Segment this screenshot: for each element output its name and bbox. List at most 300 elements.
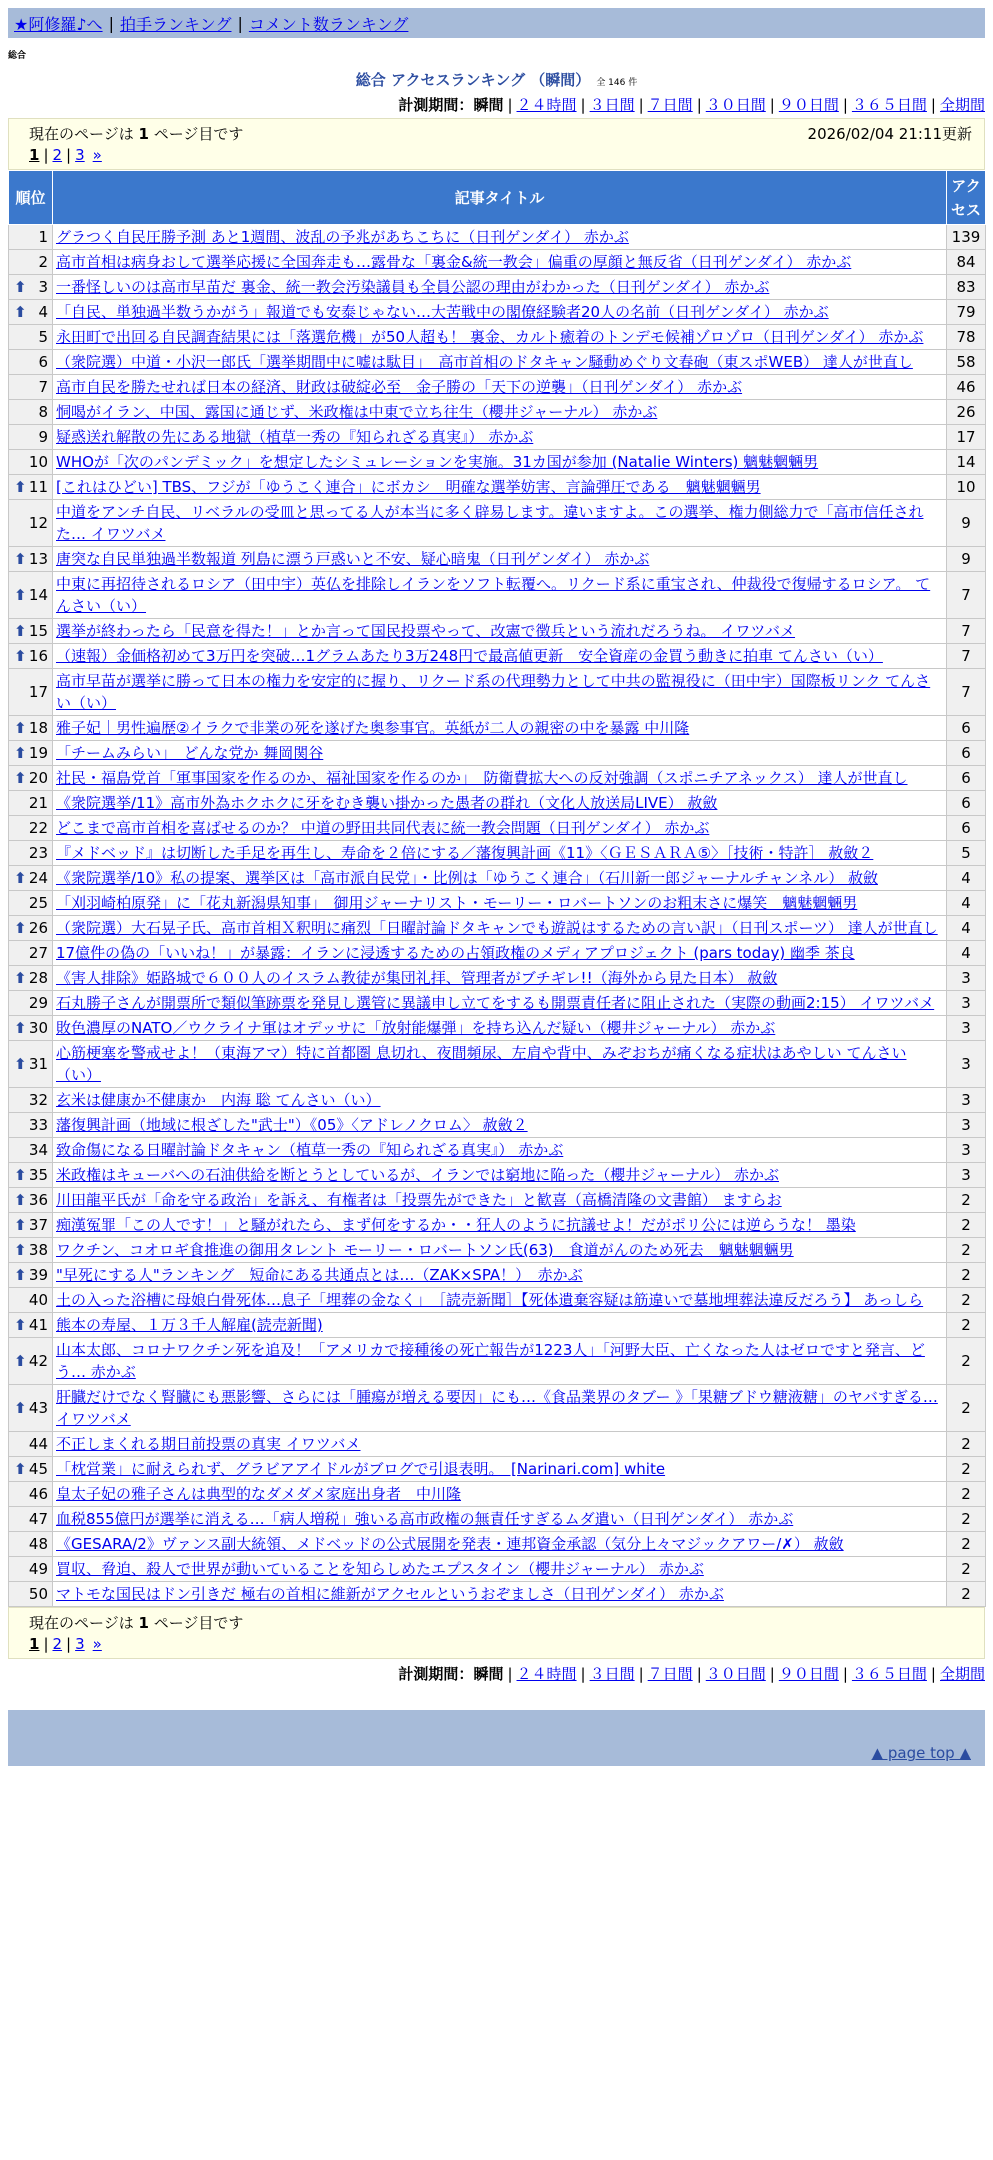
article-title-link[interactable]: 中東に再招待されるロシア（田中宇）英仏を排除しイランをソフト転覆へ。リクード系に重宝され、仲裁役で復帰するロシア。 てんさい（い） <box>56 575 931 615</box>
rank-number: 7 <box>38 378 48 396</box>
period-option-5[interactable]: ９０日間 <box>778 96 839 114</box>
rank-number: 32 <box>28 1091 48 1109</box>
title-cell <box>53 1088 947 1113</box>
title-cell <box>53 250 947 275</box>
rank-cell <box>9 841 53 866</box>
rank-number: 39 <box>28 1266 48 1284</box>
table-row <box>9 547 986 572</box>
title-cell <box>53 791 947 816</box>
page-top-bar <box>8 1740 985 1766</box>
rank-cell <box>9 1457 53 1482</box>
rank-cell <box>9 991 53 1016</box>
table-row <box>9 300 986 325</box>
access-count: 2 <box>947 1582 986 1607</box>
rank-number: 27 <box>28 944 48 962</box>
article-title-link[interactable]: 川田龍平氏が「命を守る政治」を訴え、有権者は「投票先ができた」と歓喜（高橋清隆の文書館） ますらお <box>56 1191 782 1209</box>
up-arrow-icon: ⬆ <box>14 969 27 987</box>
table-row <box>9 1088 986 1113</box>
access-count: 6 <box>947 766 986 791</box>
table-row <box>9 741 986 766</box>
up-arrow-icon: ⬆ <box>14 1266 27 1284</box>
article-title-link[interactable]: （衆院選）中道・小沢一郎氏「選挙期間中に嘘は駄目」 高市首相のドタキャン騒動めぐり文春砲（東スポWEB） 達人が世直し <box>56 353 913 371</box>
article-title-link[interactable]: マトモな国民はドン引きだ 極右の首相に維新がアクセルというおぞましさ（日刊ゲンダイ） 赤かぶ <box>56 1585 724 1603</box>
article-title-link[interactable]: 血税855億円が選挙に消える…「病人増税」強いる高市政権の無責任すぎるムダ遣い（日刊ゲンダイ） 赤かぶ <box>56 1510 794 1528</box>
table-row <box>9 1457 986 1482</box>
rank-cell <box>9 1016 53 1041</box>
title-cell <box>53 1507 947 1532</box>
separator: | <box>507 1665 513 1683</box>
article-title-link[interactable]: 買収、脅迫、殺人で世界が動いていることを知らしめたエプスタイン（櫻井ジャーナル） 赤かぶ <box>56 1560 704 1578</box>
title-cell <box>53 991 947 1016</box>
rank-cell <box>9 225 53 250</box>
rank-cell <box>9 619 53 644</box>
rank-number: 1 <box>38 228 48 246</box>
rank-number: 13 <box>28 550 48 568</box>
access-count: 6 <box>947 816 986 841</box>
access-count: 79 <box>947 300 986 325</box>
ranking-count: 全 146 件 <box>596 78 638 88</box>
page-top-link[interactable]: ▲ page top ▲ <box>871 1744 971 1762</box>
article-title-link[interactable]: 不正しまくれる期日前投票の真実 イワツバメ <box>56 1435 361 1453</box>
article-title-link[interactable]: 皇太子妃の雅子さんは典型的なダメダメ家庭出身者 中川隆 <box>56 1485 462 1503</box>
article-title-link[interactable]: 「チームみらい」 どんな党か 舞岡関谷 <box>56 744 324 762</box>
article-title-link[interactable]: WHOが「次のパンデミック」を想定したシミュレーションを実施。31カ国が参加 (Natalie Winters) 魑魅魍魎男 <box>56 453 819 471</box>
separator: | <box>842 96 848 114</box>
up-arrow-icon: ⬆ <box>14 719 27 737</box>
article-title-link[interactable]: 選挙が終わったら「民意を得た！」とか言って国民投票やって、改憲で徴兵という流れだろうね。 イワツバメ <box>56 622 796 640</box>
article-title-link[interactable]: グラつく自民圧勝予測 あと1週間、波乱の予兆があちこちに（日刊ゲンダイ） 赤かぶ <box>56 228 629 246</box>
article-title-link[interactable]: 疑惑送れ解散の先にある地獄（植草一秀の『知られざる真実』） 赤かぶ <box>56 428 534 446</box>
article-title-link[interactable]: 社民・福島党首「軍事国家を作るのか、福祉国家を作るのか」 防衛費拡大への反対強調（スポニチアネックス） 達人が世直し <box>56 769 908 787</box>
article-title-link[interactable]: 玄米は健康か不健康か 内海 聡 てんさい（い） <box>56 1091 381 1109</box>
rank-number: 40 <box>28 1291 48 1309</box>
access-count: 2 <box>947 1238 986 1263</box>
article-title-link[interactable]: 「刈羽崎柏原発」に「花丸新潟県知事」 御用ジャーナリスト・モーリー・ロバートソンのお粗末さに爆笑 魑魅魍魎男 <box>56 894 858 912</box>
pagination-current: 1 <box>29 1635 40 1653</box>
article-title-link[interactable]: 高市早苗が選挙に勝って日本の権力を安定的に握り、リクード系の代理勢力として中共の監視役に（田中宇）国際板リンク てんさい（い） <box>56 672 931 712</box>
separator: | <box>237 13 243 33</box>
article-title-link[interactable]: （衆院選）大石晃子氏、高市首相Ｘ釈明に痛烈「日曜討論ドタキャンでも遊説はするための言い訳」（日刊スポーツ） 達人が世直し <box>56 919 938 937</box>
article-title-link[interactable]: 敗色濃厚のNATO／ウクライナ軍はオデッサに「放射能爆弾」を持ち込んだ疑い（櫻井ジャーナル） 赤かぶ <box>56 1019 776 1037</box>
top-nav-bar <box>8 8 985 38</box>
up-arrow-icon: ⬆ <box>14 478 27 496</box>
access-count: 2 <box>947 1457 986 1482</box>
table-row <box>9 1288 986 1313</box>
access-count: 5 <box>947 841 986 866</box>
footer-bar <box>8 1710 985 1740</box>
rank-cell <box>9 1113 53 1138</box>
table-row <box>9 1482 986 1507</box>
table-row <box>9 644 986 669</box>
access-count: 2 <box>947 1313 986 1338</box>
period-current: 瞬間 <box>473 1665 504 1683</box>
rank-number: 8 <box>38 403 48 421</box>
period-option-3[interactable]: ７日間 <box>647 1665 693 1683</box>
article-title-link[interactable]: 「自民、単独過半数うかがう」報道でも安泰じゃない…大苦戦中の閣僚経験者20人の名前（日刊ゲンダイ） 赤かぶ <box>56 303 829 321</box>
title-cell <box>53 619 947 644</box>
separator: | <box>842 1665 848 1683</box>
access-count: 7 <box>947 572 986 619</box>
title-cell <box>53 300 947 325</box>
article-title-link[interactable]: 17億件の偽の「いいね！」が暴露：イランに浸透するための占領政権のメディアプロジェクト (pars today) 幽季 茶良 <box>56 944 855 962</box>
rank-cell <box>9 1088 53 1113</box>
article-title-link[interactable]: 永田町で出回る自民調査結果には「落選危機」が50人超も！ 裏金、カルト癒着のトンデモ候補ゾロゾロ（日刊ゲンダイ） 赤かぶ <box>56 328 924 346</box>
article-title-link[interactable]: 熊本の寿屋、１万３千人解雇(読売新聞) <box>56 1316 323 1334</box>
period-label: 計測期間： <box>398 1665 474 1683</box>
rank-number: 48 <box>28 1535 48 1553</box>
page-status-box-top <box>8 118 985 170</box>
access-count: 2 <box>947 1557 986 1582</box>
title-cell <box>53 716 947 741</box>
period-option-2[interactable]: ３日間 <box>589 96 635 114</box>
rank-number: 6 <box>38 353 48 371</box>
access-count: 2 <box>947 1482 986 1507</box>
rank-number: 45 <box>28 1460 48 1478</box>
rank-cell <box>9 816 53 841</box>
title-cell <box>53 1138 947 1163</box>
rank-cell <box>9 741 53 766</box>
rank-number: 3 <box>38 278 48 296</box>
article-title-link[interactable]: 心筋梗塞を警戒せよ！（東海アマ）特に首都圏 息切れ、夜間頻尿、左肩や背中、みぞおちが痛くなる症状はあやしい てんさい（い） <box>56 1044 907 1084</box>
title-cell <box>53 941 947 966</box>
access-count: 3 <box>947 1113 986 1138</box>
rank-cell <box>9 1338 53 1385</box>
title-cell <box>53 1432 947 1457</box>
table-row <box>9 991 986 1016</box>
rank-number: 50 <box>28 1585 48 1603</box>
rank-number: 28 <box>28 969 48 987</box>
comment-ranking-link[interactable]: コメント数ランキング <box>248 14 409 34</box>
rank-number: 29 <box>28 994 48 1012</box>
rank-number: 9 <box>38 428 48 446</box>
rank-cell <box>9 475 53 500</box>
access-count: 6 <box>947 716 986 741</box>
separator: | <box>638 96 644 114</box>
period-option-1[interactable]: ２４時間 <box>516 1665 577 1683</box>
rank-cell <box>9 941 53 966</box>
rank-cell <box>9 1507 53 1532</box>
period-current: 瞬間 <box>473 96 504 114</box>
article-title-link[interactable]: 《衆院選挙/11》高市外為ホクホクに牙をむき襲い掛かった愚者の群れ（文化人放送局LIVE） 赦斂 <box>56 794 718 812</box>
rank-number: 33 <box>28 1116 48 1134</box>
period-option-4[interactable]: ３０日間 <box>705 96 766 114</box>
clap-ranking-link[interactable]: 拍手ランキング <box>119 14 232 34</box>
table-row <box>9 1432 986 1457</box>
period-selector-bottom <box>8 1663 985 1684</box>
column-header-access: アクセス <box>947 171 986 225</box>
separator: | <box>66 146 72 164</box>
article-title-link[interactable]: 痴漢冤罪「この人です！」と騒がれたら、まず何をするか・・狂人のように抗議せよ！だがポリ公には逆らうな！ 墨染 <box>56 1216 856 1234</box>
title-cell <box>53 325 947 350</box>
pagination-next-link[interactable]: » <box>92 146 102 164</box>
rank-number: 23 <box>28 844 48 862</box>
access-count: 58 <box>947 350 986 375</box>
rank-cell <box>9 425 53 450</box>
period-option-7[interactable]: 全期間 <box>939 96 985 114</box>
article-title-link[interactable]: 肝臓だけでなく腎臓にも悪影響、さらには「腫瘍が増える要因」にも…《食品業界のタブー 》「果糖ブドウ糖液糖」のヤバすぎる… イワツバメ <box>56 1388 938 1428</box>
updated-timestamp: 2026/02/04 21:11更新 <box>807 124 972 143</box>
article-title-link[interactable]: 高市自民を勝たせれば日本の経済、財政は破綻必至 金子勝の「天下の逆襲」（日刊ゲンダイ） 赤かぶ <box>56 378 743 396</box>
separator: | <box>580 96 586 114</box>
access-count: 3 <box>947 991 986 1016</box>
up-arrow-icon: ⬆ <box>14 622 27 640</box>
article-title-link[interactable]: 恫喝がイラン、中国、露国に通じず、米政権は中東で立ち往生（櫻井ジャーナル） 赤かぶ <box>56 403 658 421</box>
rank-cell <box>9 1138 53 1163</box>
access-count: 4 <box>947 891 986 916</box>
table-row <box>9 1213 986 1238</box>
access-count: 6 <box>947 741 986 766</box>
rank-cell <box>9 1163 53 1188</box>
article-title-link[interactable]: 『メドベッド』は切断した手足を再生し、寿命を２倍にする／藩復興計画《11》〈ＧＥＳＡＲＡ⑤〉［技術・特許］ 赦斂２ <box>56 844 874 862</box>
table-row <box>9 1016 986 1041</box>
access-count: 2 <box>947 1263 986 1288</box>
title-cell <box>53 1016 947 1041</box>
article-title-link[interactable]: 「枕営業」に耐えられず、グラビアアイドルがブログで引退表明。 [Narinari.com] white <box>56 1460 666 1478</box>
rank-cell <box>9 1557 53 1582</box>
rank-cell <box>9 644 53 669</box>
access-count: 2 <box>947 1188 986 1213</box>
rank-number: 10 <box>28 453 48 471</box>
access-count: 4 <box>947 916 986 941</box>
access-count: 84 <box>947 250 986 275</box>
title-cell <box>53 1338 947 1385</box>
title-cell <box>53 1313 947 1338</box>
ranking-table <box>8 170 986 1607</box>
article-title-link[interactable]: 高市首相は病身おして選挙応援に全国奔走も…露骨な「裏金&統一教会」偏重の厚顔と無反省（日刊ゲンダイ） 赤かぶ <box>56 253 852 271</box>
up-arrow-icon: ⬆ <box>14 919 27 937</box>
rank-cell <box>9 1041 53 1088</box>
table-row <box>9 1532 986 1557</box>
rank-number: 36 <box>28 1191 48 1209</box>
page-status-box-bottom <box>8 1607 985 1659</box>
pagination-page-link[interactable]: 2 <box>52 146 63 164</box>
title-cell <box>53 1213 947 1238</box>
pagination-page-link[interactable]: 2 <box>52 1635 63 1653</box>
rank-cell <box>9 766 53 791</box>
pagination-current: 1 <box>29 146 40 164</box>
title-cell <box>53 572 947 619</box>
table-row <box>9 1313 986 1338</box>
period-option-7[interactable]: 全期間 <box>939 1665 985 1683</box>
period-option-1[interactable]: ２４時間 <box>516 96 577 114</box>
table-row <box>9 425 986 450</box>
rank-cell <box>9 572 53 619</box>
rank-cell <box>9 400 53 425</box>
period-option-2[interactable]: ３日間 <box>589 1665 635 1683</box>
separator: | <box>43 1635 49 1653</box>
rank-number: 49 <box>28 1560 48 1578</box>
up-arrow-icon: ⬆ <box>14 1055 27 1073</box>
access-count: 4 <box>947 941 986 966</box>
pagination-page-link[interactable]: 3 <box>75 1635 85 1653</box>
rank-cell <box>9 1532 53 1557</box>
rank-number: 2 <box>38 253 48 271</box>
article-title-link[interactable]: 藩復興計画（地域に根ざした"武士"）《05》〈アドレノクロム〉 赦斂２ <box>56 1116 528 1134</box>
period-option-3[interactable]: ７日間 <box>647 96 693 114</box>
article-title-link[interactable]: 《衆院選挙/10》私の提案、選挙区は「高市派自民党」・比例は「ゆうこく連合」（石川新一郎ジャーナルチャンネル） 赦斂 <box>56 869 878 887</box>
up-arrow-icon: ⬆ <box>14 1216 27 1234</box>
pagination-page-link[interactable]: 3 <box>75 146 85 164</box>
rank-number: 26 <box>28 919 48 937</box>
title-cell <box>53 1557 947 1582</box>
article-title-link[interactable]: 雅子妃｜男性遍歴②イラクで非業の死を遂げた奥参事官。英紙が二人の親密の中を暴露 中川隆 <box>56 719 690 737</box>
up-arrow-icon: ⬆ <box>14 744 27 762</box>
table-row <box>9 866 986 891</box>
article-title-link[interactable]: 米政権はキューバへの石油供給を断とうとしているが、イランでは窮地に陥った（櫻井ジャーナル） 赤かぶ <box>56 1166 779 1184</box>
separator: | <box>930 96 936 114</box>
rank-number: 31 <box>28 1055 48 1073</box>
table-row <box>9 1557 986 1582</box>
access-count: 2 <box>947 1532 986 1557</box>
ranking-title-text: 総合 アクセスランキング （瞬間） <box>355 71 591 89</box>
period-selector-top <box>8 94 985 115</box>
rank-number: 44 <box>28 1435 48 1453</box>
rank-cell <box>9 791 53 816</box>
title-cell <box>53 1532 947 1557</box>
title-cell <box>53 450 947 475</box>
home-link[interactable]: ★阿修羅♪へ <box>14 14 103 34</box>
rank-number: 4 <box>38 303 48 321</box>
title-cell <box>53 816 947 841</box>
table-row <box>9 1113 986 1138</box>
pagination-bottom <box>29 1633 972 1655</box>
title-cell <box>53 741 947 766</box>
article-title-link[interactable]: [これはひどい] TBS、フジが「ゆうこく連合」にボカシ 明確な選挙妨害、言論弾圧である 魑魅魍魎男 <box>56 478 761 496</box>
rank-number: 21 <box>28 794 48 812</box>
access-count: 2 <box>947 1507 986 1532</box>
separator: | <box>108 13 114 33</box>
separator: | <box>769 96 775 114</box>
table-row <box>9 716 986 741</box>
separator: | <box>43 146 49 164</box>
title-cell <box>53 500 947 547</box>
rank-cell <box>9 669 53 716</box>
rank-number: 47 <box>28 1510 48 1528</box>
access-count: 2 <box>947 1288 986 1313</box>
title-cell <box>53 966 947 991</box>
access-count: 7 <box>947 669 986 716</box>
article-title-link[interactable]: 土の入った浴槽に母娘白骨死体…息子「埋葬の金なく」 ［読売新聞］【死体遺棄容疑は筋違いで墓地埋葬法違反だろう】 あっしら <box>56 1291 924 1309</box>
period-option-6[interactable]: ３６５日間 <box>851 1665 927 1683</box>
title-cell <box>53 1163 947 1188</box>
access-count: 3 <box>947 1041 986 1088</box>
rank-number: 15 <box>28 622 48 640</box>
table-row <box>9 1041 986 1088</box>
up-arrow-icon: ⬆ <box>14 1241 27 1259</box>
article-title-link[interactable]: 唐突な自民単独過半数報道 列島に漂う戸惑いと不安、疑心暗鬼（日刊ゲンダイ） 赤かぶ <box>56 550 650 568</box>
title-cell <box>53 644 947 669</box>
access-count: 2 <box>947 1213 986 1238</box>
access-count: 3 <box>947 1088 986 1113</box>
table-row <box>9 941 986 966</box>
title-cell <box>53 1041 947 1088</box>
up-arrow-icon: ⬆ <box>14 869 27 887</box>
title-cell <box>53 1113 947 1138</box>
table-row <box>9 966 986 991</box>
separator: | <box>638 1665 644 1683</box>
rank-cell <box>9 1482 53 1507</box>
up-arrow-icon: ⬆ <box>14 303 27 321</box>
period-option-5[interactable]: ９０日間 <box>778 1665 839 1683</box>
article-title-link[interactable]: "早死にする人"ランキング 短命にある共通点とは…（ZAK×SPA！） 赤かぶ <box>56 1266 583 1284</box>
rank-number: 42 <box>28 1352 48 1370</box>
article-title-link[interactable]: 石丸勝子さんが開票所で類似筆跡票を発見し選管に異議申し立てをするも開票責任者に阻止された（実際の動画2:15） イワツバメ <box>56 994 935 1012</box>
rank-cell <box>9 1288 53 1313</box>
rank-cell <box>9 916 53 941</box>
column-header-title: 記事タイトル <box>53 171 947 225</box>
title-cell <box>53 1238 947 1263</box>
rank-cell <box>9 716 53 741</box>
rank-cell <box>9 1432 53 1457</box>
separator: | <box>507 96 513 114</box>
table-row <box>9 1263 986 1288</box>
up-arrow-icon: ⬆ <box>14 550 27 568</box>
article-title-link[interactable]: 山本太郎、コロナワクチン死を追及！「アメリカで接種後の死亡報告が1223人」「河野大臣、亡くなった人はゼロですと発言、どう… 赤かぶ <box>56 1341 925 1381</box>
access-count: 83 <box>947 275 986 300</box>
up-arrow-icon: ⬆ <box>14 647 27 665</box>
article-title-link[interactable]: 《GESARA/2》ヴァンス副大統領、メドベッドの公式展開を発表・連邦資金承認（気分上々マジックアワー/✗） 赦斂 <box>56 1535 844 1553</box>
article-title-link[interactable]: ワクチン、コオロギ食推進の御用タレント モーリー・ロバートソン氏(63) 食道がんのため死去 魑魅魍魎男 <box>56 1241 794 1259</box>
pagination-next-link[interactable]: » <box>92 1635 102 1653</box>
article-title-link[interactable]: 致命傷になる日曜討論ドタキャン（植草一秀の『知られざる真実』） 赤かぶ <box>56 1141 564 1159</box>
table-row <box>9 816 986 841</box>
rank-cell <box>9 891 53 916</box>
access-count: 3 <box>947 1016 986 1041</box>
article-title-link[interactable]: （速報）金価格初めて3万円を突破…1グラムあたり3万248円で最高値更新 安全資産の金買う動きに拍車 てんさい（い） <box>56 647 883 665</box>
article-title-link[interactable]: 《害人排除》姫路城で６００人のイスラム教徒が集団礼拝、管理者がブチギレ!!（海外から見た日本） 赦斂 <box>56 969 778 987</box>
table-row <box>9 1582 986 1607</box>
table-row <box>9 1507 986 1532</box>
rank-number: 38 <box>28 1241 48 1259</box>
table-row <box>9 250 986 275</box>
article-title-link[interactable]: どこまで高市首相を喜ばせるのか？ 中道の野田共同代表に統一教会問題（日刊ゲンダイ） 赤かぶ <box>56 819 710 837</box>
title-cell <box>53 1263 947 1288</box>
title-cell <box>53 1582 947 1607</box>
period-option-6[interactable]: ３６５日間 <box>851 96 927 114</box>
title-cell <box>53 766 947 791</box>
access-count: 10 <box>947 475 986 500</box>
table-row <box>9 400 986 425</box>
rank-number: 46 <box>28 1485 48 1503</box>
table-row <box>9 891 986 916</box>
separator: | <box>696 96 702 114</box>
rank-number: 20 <box>28 769 48 787</box>
rank-number: 16 <box>28 647 48 665</box>
title-cell <box>53 547 947 572</box>
rank-number: 17 <box>28 683 48 701</box>
table-row <box>9 475 986 500</box>
table-row <box>9 766 986 791</box>
table-row <box>9 1138 986 1163</box>
access-count: 2 <box>947 1432 986 1457</box>
rank-cell <box>9 1582 53 1607</box>
article-title-link[interactable]: 一番怪しいのは高市早苗だ 裏金、統一教会汚染議員も全員公認の理由がわかった（日刊ゲンダイ） 赤かぶ <box>56 278 770 296</box>
table-row <box>9 916 986 941</box>
period-option-4[interactable]: ３０日間 <box>705 1665 766 1683</box>
article-title-link[interactable]: 中道をアンチ自民、リベラルの受皿と思ってる人が本当に多く辟易します。違いますよ。この選挙、権力側総力で「高市信任された… イワツバメ <box>56 503 924 543</box>
rank-cell <box>9 325 53 350</box>
rank-cell <box>9 350 53 375</box>
up-arrow-icon: ⬆ <box>14 586 27 604</box>
access-count: 7 <box>947 619 986 644</box>
separator: | <box>66 1635 72 1653</box>
access-count: 78 <box>947 325 986 350</box>
access-count: 9 <box>947 500 986 547</box>
rank-number: 14 <box>28 586 48 604</box>
up-arrow-icon: ⬆ <box>14 1191 27 1209</box>
title-cell <box>53 891 947 916</box>
rank-number: 12 <box>28 514 48 532</box>
